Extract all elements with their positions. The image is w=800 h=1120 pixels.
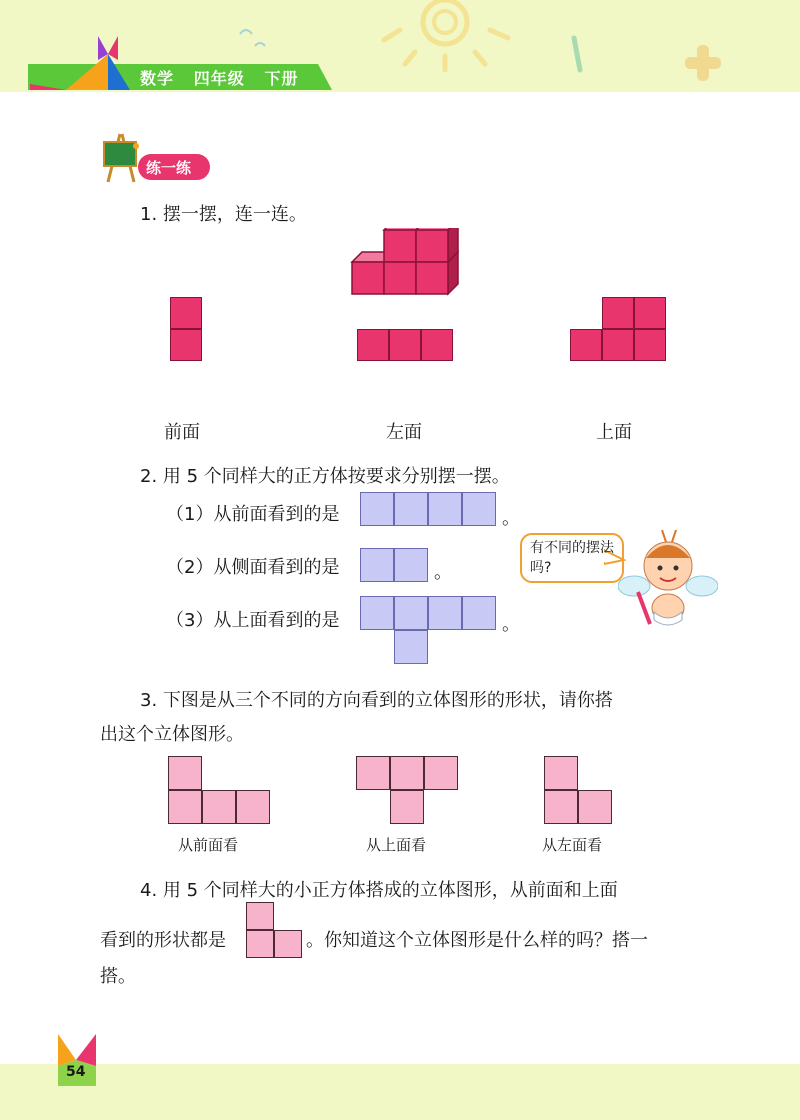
q1-top-square (602, 297, 634, 329)
q4-line2-pre: 看到的形状都是 (100, 930, 226, 951)
one-icon (574, 38, 580, 70)
q2-part1-suffix: 。 (502, 508, 520, 529)
q4-line3: 搭。 (100, 966, 136, 987)
q1-row-square (421, 329, 453, 361)
q4-square (246, 902, 274, 930)
section-badge-label: 练一练 (146, 159, 192, 177)
q2-square (394, 548, 428, 582)
q2-square (360, 492, 394, 526)
header-title: 数学 四年级 下册 (140, 69, 299, 88)
q1-label-front: 前面 (164, 422, 200, 443)
q2-part1-prefix: （1）从前面看到的是 (166, 504, 340, 525)
header-decoration (0, 0, 800, 92)
q1-top-square (634, 297, 666, 329)
q3-square (168, 790, 202, 824)
q3-caption-top: 从上面看 (366, 836, 427, 854)
easel-icon (98, 130, 142, 184)
q2-part2-suffix: 。 (434, 562, 452, 583)
q3-square (424, 756, 458, 790)
q4-square (246, 930, 274, 958)
q2-square (462, 596, 496, 630)
cupid-icon (618, 528, 718, 638)
q1-top-square (570, 329, 602, 361)
footer-logo (52, 1030, 102, 1090)
q2-square (428, 492, 462, 526)
q4-square (274, 930, 302, 958)
q3-square (544, 756, 578, 790)
page-number: 54 (66, 1064, 86, 1080)
q2-part3-suffix: 。 (502, 614, 520, 635)
q1-top-square (634, 329, 666, 361)
q3-line2: 出这个立体图形。 (100, 724, 244, 745)
speech-bubble-text: 有不同的摆法吗? (530, 540, 614, 576)
q3-square (390, 756, 424, 790)
q2-square (394, 596, 428, 630)
q3-square (168, 756, 202, 790)
q4-line1: 4. 用 5 个同样大的小正方体搭成的立体图形，从前面和上面 (140, 880, 618, 901)
q1-row-square (389, 329, 421, 361)
q3-square (544, 790, 578, 824)
q2-square (428, 596, 462, 630)
q2-part3-prefix: （3）从上面看到的是 (166, 610, 340, 631)
q2-square (360, 596, 394, 630)
q1-top-square (602, 329, 634, 361)
sun-icon (384, 0, 508, 70)
q2-square (360, 548, 394, 582)
q3-square (236, 790, 270, 824)
q3-line1: 3. 下图是从三个不同的方向看到的立体图形的形状，请你搭 (140, 690, 613, 711)
bottom-band (0, 1064, 800, 1120)
plus-icon (685, 45, 721, 81)
q3-caption-front: 从前面看 (178, 836, 239, 854)
q2-square (462, 492, 496, 526)
q1-row-square (357, 329, 389, 361)
q2-part2-prefix: （2）从侧面看到的是 (166, 557, 340, 578)
q2-text: 2. 用 5 个同样大的正方体按要求分别摆一摆。 (140, 466, 510, 487)
q4-line2-post: 。你知道这个立体图形是什么样的吗？搭一 (306, 930, 648, 951)
q3-square (578, 790, 612, 824)
q3-square (356, 756, 390, 790)
q1-front-square (170, 297, 202, 329)
q2-square (394, 492, 428, 526)
q1-text: 1. 摆一摆，连一连。 (140, 204, 307, 225)
q3-caption-left: 从左面看 (542, 836, 603, 854)
q3-square (390, 790, 424, 824)
q1-label-top: 上面 (596, 422, 632, 443)
q1-front-square (170, 329, 202, 361)
q1-label-left: 左面 (386, 422, 422, 443)
q2-square (394, 630, 428, 664)
q3-square (202, 790, 236, 824)
q1-solid-3d (348, 228, 464, 310)
